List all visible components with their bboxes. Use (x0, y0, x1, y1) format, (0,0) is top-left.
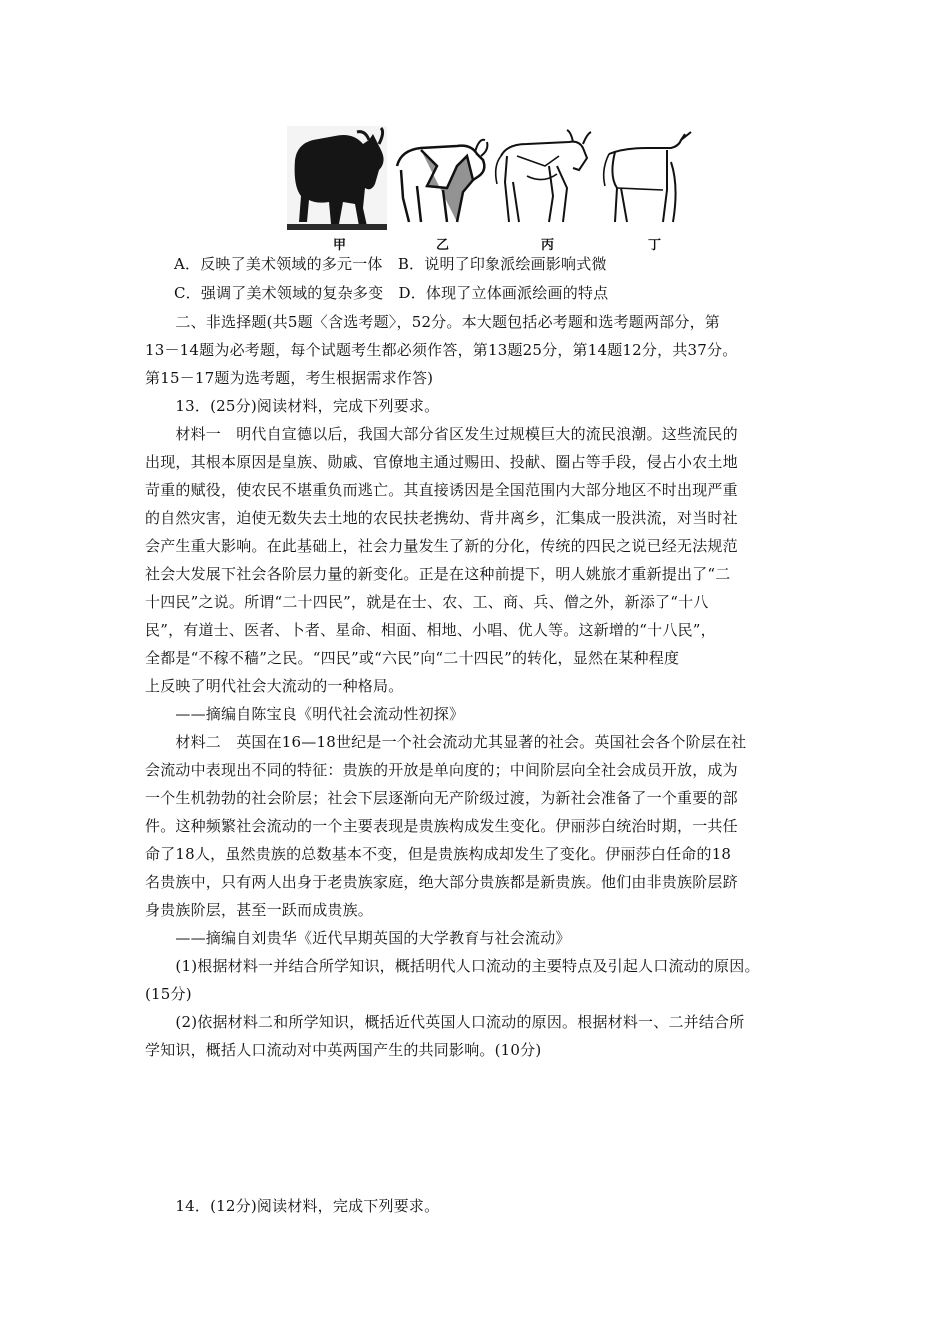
q13-material2-line: 身贵族阶层，甚至一跃而成贵族。 (145, 901, 374, 919)
q13-material1-line: 的自然灾害，迫使无数失去土地的农民扶老携幼、背井离乡，汇集成一股洪流，对当时社 (145, 509, 738, 527)
figure-label-yi: 乙 (436, 238, 450, 253)
bull-bing-image (496, 130, 591, 222)
figure-label-jia: 甲 (333, 238, 347, 253)
option-line-cd: C．强调了美术领域的复杂多变 D．体现了立体画派绘画的特点 (174, 284, 609, 302)
section2-instructions-line3: 第15－17题为选考题，考生根据需求作答) (145, 369, 434, 387)
figure-label-bing: 丙 (541, 238, 555, 253)
q13-material2-line: 会流动中表现出不同的特征：贵族的开放是单向度的；中间阶层向全社会成员开放，成为 (145, 761, 738, 779)
q13-material1-line: 十四民”之说。所谓“二十四民”，就是在士、农、工、商、兵、僧之外，新添了“十八 (145, 593, 709, 611)
bull-yi-image (391, 126, 491, 230)
q13-header: 13．(25分)阅读材料，完成下列要求。 (145, 397, 440, 415)
q13-sub2-line: (2)依据材料二和所学知识，概括近代英国人口流动的原因。根据材料一、二并结合所 (145, 1013, 745, 1031)
q13-material1-line: 苛重的赋役，使农民不堪重负而逃亡。其直接诱因是全国范围内大部分地区不时出现严重 (145, 481, 738, 499)
q13-material2-line: 件。这种频繁社会流动的一个主要表现是贵族构成发生变化。伊丽莎白统治时期，一共任 (145, 817, 738, 835)
figure-labels (0, 234, 950, 254)
figure-label-ding: 丁 (648, 238, 662, 253)
bull-jia-image (287, 126, 387, 230)
q13-material2-line: 一个生机勃勃的社会阶层；社会下层逐渐向无产阶级过渡，为新社会准备了一个重要的部 (145, 789, 738, 807)
section2-instructions-line2: 13－14题为必考题，每个试题考生都必须作答，第13题25分，第14题12分，共37分。 (145, 341, 738, 359)
q13-source1: ——摘编自陈宝良《明代社会流动性初探》 (145, 705, 465, 723)
bull-ding-image (604, 132, 691, 222)
q13-material1-line: 出现，其根本原因是皇族、勋戚、官僚地主通过赐田、投献、圈占等手段，侵占小农土地 (145, 453, 738, 471)
q13-material1-line: 材料一 明代自宣德以后，我国大部分省区发生过规模巨大的流民浪潮。这些流民的 (145, 425, 738, 443)
q13-source2: ——摘编自刘贵华《近代早期英国的大学教育与社会流动》 (145, 929, 571, 947)
q13-material1-line: 社会大发展下社会各阶层力量的新变化。正是在这种前提下，明人姚旅才重新提出了“二 (145, 565, 731, 583)
q13-sub2-line: 学知识，概括人口流动对中英两国产生的共同影响。(10分) (145, 1041, 542, 1059)
q13-material2-line: 名贵族中，只有两人出身于老贵族家庭，绝大部分贵族都是新贵族。他们由非贵族阶层跻 (145, 873, 738, 891)
q13-material1-line: 民”，有道士、医者、卜者、星命、相面、相地、小唱、优人等。这新增的“十八民”， (145, 621, 716, 639)
q13-material2-line: 命了18人，虽然贵族的总数基本不变，但是贵族构成却发生了变化。伊丽莎白任命的18 (145, 845, 732, 863)
q13-sub1-line: (15分) (145, 985, 192, 1003)
q13-sub1-line: (1)根据材料一并结合所学知识，概括明代人口流动的主要特点及引起人口流动的原因。 (145, 957, 760, 975)
section2-instructions-line1: 二、非选择题(共5题〈含选考题〉，52分。本大题包括必考题和选考题两部分，第 (145, 313, 720, 331)
option-line-ab: A．反映了美术领域的多元一体 B．说明了印象派绘画影响式微 (174, 255, 607, 273)
q13-material1-line: 全都是“不稼不穑”之民。“四民”或“六民”向“二十四民”的转化，显然在某种程度 (145, 649, 680, 667)
q13-material1-line: 会产生重大影响。在此基础上，社会力量发生了新的分化，传统的四民之说已经无法规范 (145, 537, 738, 555)
q13-material1-line: 上反映了明代社会大流动的一种格局。 (145, 677, 404, 695)
q13-material2-line: 材料二 英国在16—18世纪是一个社会流动尤其显著的社会。英国社会各个阶层在社 (145, 733, 747, 751)
picasso-bull-figure (287, 126, 697, 230)
q14-header: 14．(12分)阅读材料，完成下列要求。 (145, 1197, 440, 1215)
